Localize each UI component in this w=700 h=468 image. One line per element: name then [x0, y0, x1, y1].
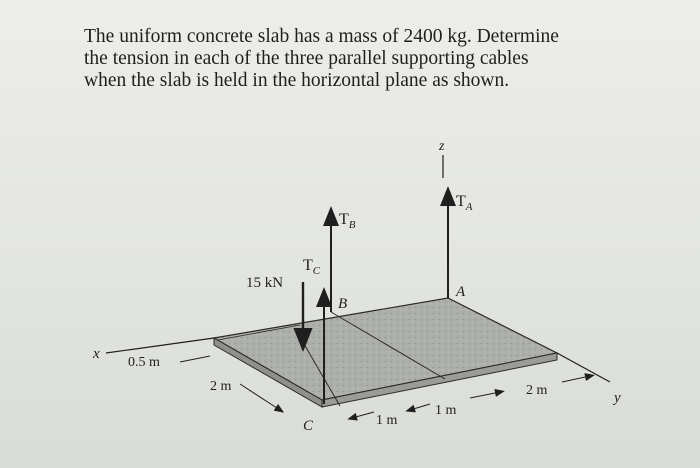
cable-a [448, 193, 473, 300]
dimension-0-5m [128, 355, 210, 370]
y-axis [557, 353, 621, 406]
dimension-1m-a [352, 412, 398, 428]
problem-line-3: when the slab is held in the horizontal plane as shown. [84, 70, 510, 91]
point-c-label: C [303, 418, 314, 434]
dimension-2m-right [470, 376, 590, 398]
dim-0-5m-label: 0.5 m [128, 355, 160, 370]
dim-1m-a-label: 1 m [376, 413, 398, 428]
load-label: 15 kN [246, 275, 284, 291]
tension-c-label: $T_C$ [303, 257, 321, 277]
dim-2m-right-label: 2 m [526, 383, 548, 398]
dimension-2m-left [210, 379, 280, 410]
problem-line-2: the tension in each of the three parallel supporting cables [84, 48, 529, 69]
concrete-slab [214, 298, 557, 407]
z-axis [438, 139, 445, 178]
point-b-label: B [338, 296, 348, 312]
dimension-1m-b [410, 403, 457, 418]
tension-b-label: $T_B$ [339, 211, 356, 231]
slab-top-face [214, 298, 557, 400]
dim-1m-b-label: 1 m [435, 403, 457, 418]
z-axis-label: z [439, 139, 445, 154]
problem-line-1: The uniform concrete slab has a mass of 2400 kg. Determine [84, 26, 559, 47]
cable-b [331, 211, 356, 312]
tension-a-label: $T_A$ [456, 193, 473, 213]
x-axis-label: x [93, 346, 100, 362]
point-a-label: A [456, 284, 466, 300]
dim-2m-left-label: 2 m [210, 379, 232, 394]
y-axis-label: y [614, 390, 621, 406]
